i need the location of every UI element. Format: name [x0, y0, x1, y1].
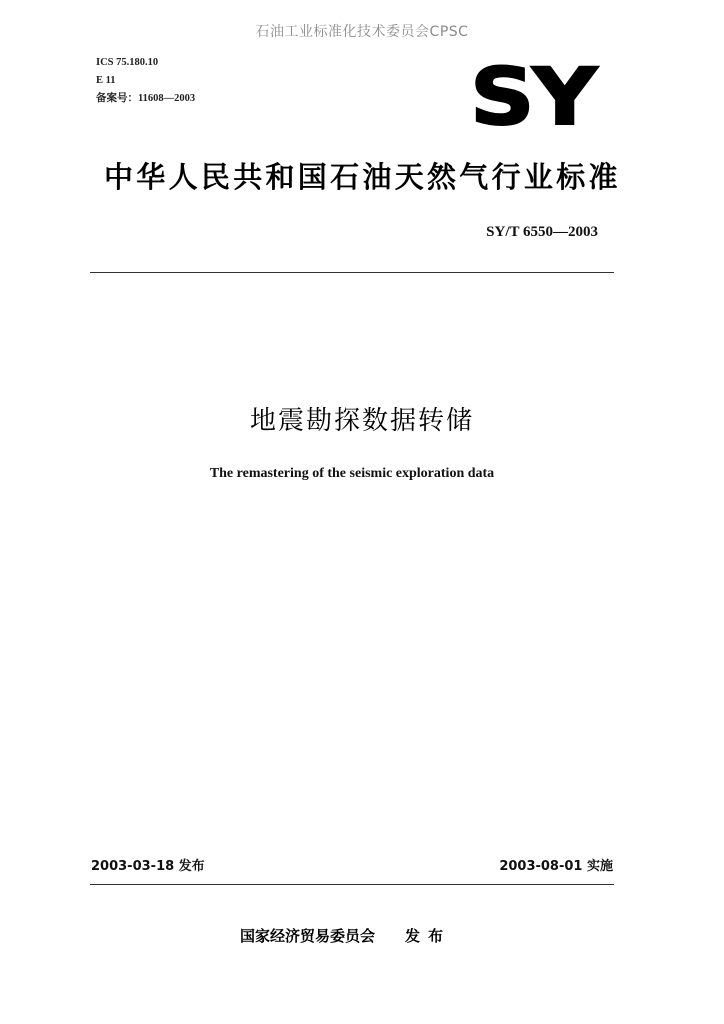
bottom-divider	[90, 884, 614, 885]
publisher-name: 国家经济贸易委员会	[240, 927, 376, 945]
sy-logo: SY	[470, 53, 595, 143]
publisher-line	[240, 925, 451, 946]
publish-verb: 发布	[405, 927, 452, 945]
implementation-date: 2003-08-01 实施	[499, 859, 613, 874]
watermark-text: 石油工业标准化技术委员会CPSC	[255, 24, 469, 40]
ics-code: ICS 75.180.10	[96, 57, 159, 68]
standard-category-title: 中华人民共和国石油天然气行业标准	[104, 160, 621, 194]
document-title-english: The remastering of the seismic exploration data	[209, 466, 495, 481]
top-divider	[90, 272, 614, 273]
standard-number: SY/T 6550—2003	[486, 224, 598, 240]
metadata-block	[96, 54, 195, 108]
document-title: 地震勘探数据转储	[249, 406, 474, 436]
issue-date: 2003-03-18 发布	[91, 859, 205, 874]
filing-number: 备案号：11608—2003	[96, 93, 196, 104]
category-code: E 11	[96, 75, 116, 86]
